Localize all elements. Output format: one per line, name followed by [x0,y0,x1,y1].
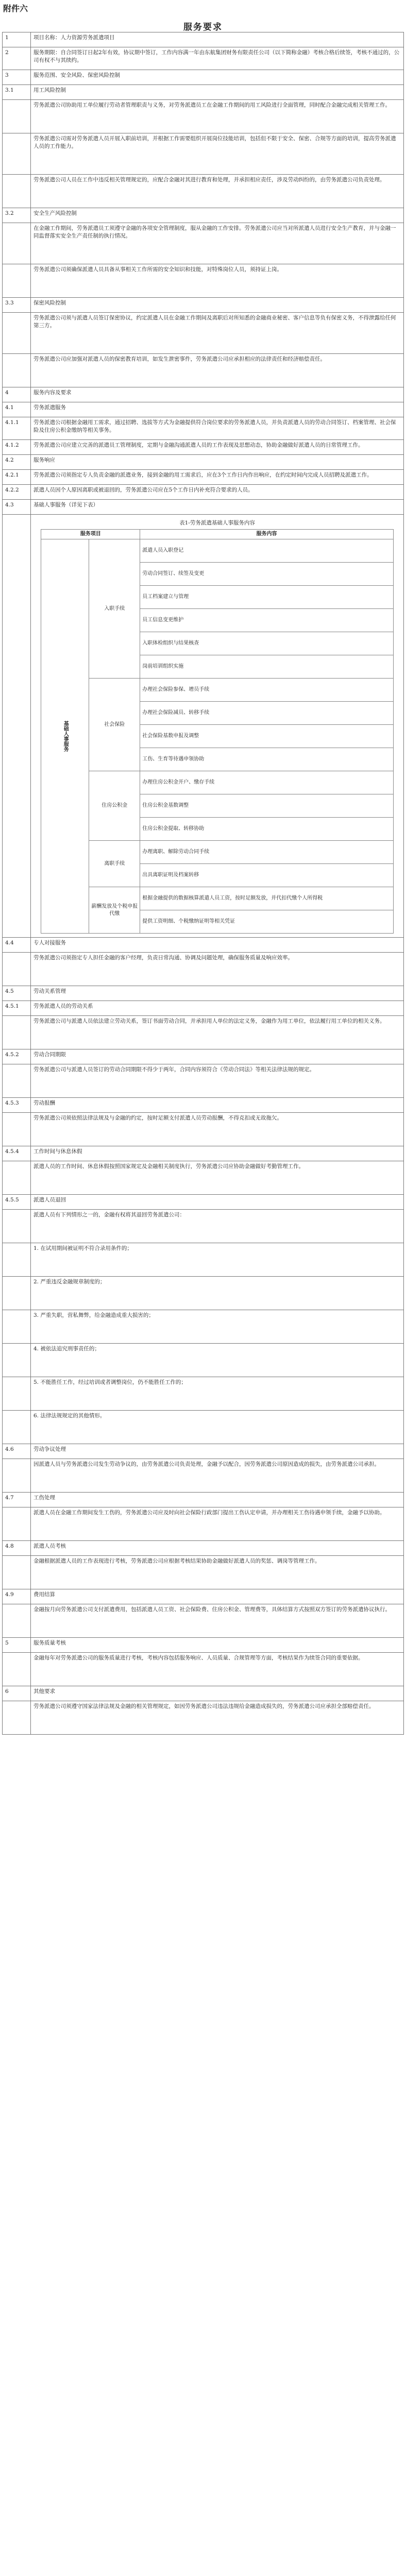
row-text: 派遣人员因个人原因离职或被退回的，劳务派遣公司应在5个工作日内补充符合要求的人员。 [31,485,404,500]
row-text: 专人对接服务 [31,938,404,953]
requirement-row [3,1541,404,1556]
service-item: 根据金融提供的数据核算派遣人员工资，按时足额发放，并代扣代缴个人所得税 [140,887,393,910]
row-text: 3. 严重失职，营私舞弊，给金融造成重大损害的； [31,1310,404,1344]
row-number [3,100,31,133]
row-text: 工伤处理 [31,1493,404,1507]
row-text: 派遣人员的工作时间、休息休假按照国家规定及金融相关制度执行，劳务派遣公司应协助金融做好考勤管理工作。 [31,1161,404,1195]
row-number [3,175,31,208]
row-number: 2 [3,47,31,70]
row-text: 2. 严重违反金融规章制度的； [31,1277,404,1310]
service-table-cell [31,515,404,938]
requirement-row [3,298,404,313]
requirement-row [3,1493,404,1507]
row-text: 服务期限：自合同签订日起2年有效，协议期中签订，工作内容满一年由东航集团财务有限责任公司（以下简称金融）考核合格后续签，考核不通过的，公司有权不与其续约。 [31,47,404,70]
service-table [41,529,393,934]
row-text: 项目名称：人力资源劳务派遣项目 [31,32,404,47]
row-text: 派遣人员在金融工作期间发生工伤的，劳务派遣公司应及时向社会保险行政部门提出工伤认定申请，并办理相关工伤待遇申领手续，金融予以协助。 [31,1507,404,1541]
row-text: 劳务派遣人员的劳动关系 [31,1001,404,1016]
row-text: 派遣人员退回 [31,1195,404,1210]
requirement-row [3,1701,404,1735]
row-number [3,133,31,175]
requirement-row [3,1556,404,1589]
requirement-row [3,1411,404,1444]
service-item-row [41,841,393,864]
requirement-row [3,485,404,500]
row-number: 4.3 [3,500,31,515]
service-item-row [41,679,393,702]
row-number: 4.1.1 [3,417,31,440]
row-text: 劳务派遣公司须依照法律法规及与金融的约定，按时足额支付派遣人员劳动报酬，不得克扣或无故拖欠。 [31,1113,404,1146]
requirement-row [3,85,404,100]
service-item: 岗前培训组织实施 [140,655,393,679]
requirement-row [3,953,404,986]
requirements-body [3,32,404,1735]
requirement-row [3,500,404,515]
service-item: 住房公积金基数调整 [140,794,393,818]
row-text: 劳动合同期限 [31,1049,404,1064]
row-number: 4.2.1 [3,470,31,485]
row-number: 4.5.1 [3,1001,31,1016]
requirement-row [3,455,404,470]
requirement-row [3,986,404,1001]
requirement-row [3,1161,404,1195]
service-subcategory: 离职手续 [89,841,140,887]
row-number: 4.2 [3,455,31,470]
row-text: 劳务派遣服务 [31,402,404,417]
service-item: 入职体检组织与结果核查 [140,632,393,655]
requirement-row [3,354,404,387]
row-number [3,1113,31,1146]
row-number [3,1556,31,1589]
row-number: 4.8 [3,1541,31,1556]
requirement-row [3,1210,404,1243]
service-item: 办理离职、解除劳动合同手续 [140,841,393,864]
row-number: 4.5.5 [3,1195,31,1210]
requirement-row [3,1344,404,1377]
row-number [3,313,31,354]
row-number [3,223,31,264]
row-text: 安全生产风险控制 [31,208,404,223]
row-number: 3.1 [3,85,31,100]
row-text: 劳务派遣公司与派遣人员签订的劳动合同期限不得少于两年，合同内容须符合《劳动合同法》等相关法律法规的规定。 [31,1064,404,1098]
row-text: 金融每年对劳务派遣公司的服务质量进行考核，考核内容包括服务响应、人员质量、合规管理等方面，考核结果作为续签合同的重要依据。 [31,1653,404,1686]
requirement-row [3,175,404,208]
row-number [3,1210,31,1243]
service-item: 办理社会保险减员、转移手续 [140,702,393,725]
row-text: 劳务派遣公司须与派遣人员签订保密协议，约定派遣人员在金融工作期间及离职后对所知悉的金融商业秘密、客户信息等负有保密义务，不得泄露给任何第三方。 [31,313,404,354]
service-table-row [3,515,404,938]
row-text: 在金融工作期间，劳务派遣员工须遵守金融的各项安全管理制度，服从金融的工作安排。劳务派遣公司应当对所派遣人员进行安全生产教育，并与金融一同监督落实安全生产责任制的执行情况。 [31,223,404,264]
service-subcategory: 住房公积金 [89,771,140,841]
row-text: 5. 不能胜任工作，经过培训或者调整岗位，仍不能胜任工作的； [31,1377,404,1411]
service-item: 员工档案建立与管理 [140,586,393,609]
row-text: 用工风险控制 [31,85,404,100]
row-text: 服务范围、安全风险、保密风险控制 [31,70,404,85]
requirement-row [3,1195,404,1210]
requirement-row [3,313,404,354]
service-item: 办理住房公积金开户、缴存手续 [140,771,393,794]
row-number: 4.5.4 [3,1146,31,1161]
row-number: 4.1.2 [3,440,31,455]
requirement-row [3,208,404,223]
row-text: 派遣人员考核 [31,1541,404,1556]
row-text: 劳务派遣公司协助用工单位履行劳动者管理职责与义务，对劳务派遣员工在金融工作期间的用工风险进行全面管理，同时配合金融完成相关管理工作。 [31,100,404,133]
service-item-row [41,771,393,794]
row-number: 4.4 [3,938,31,953]
requirement-row [3,1653,404,1686]
row-number [3,953,31,986]
row-number: 3 [3,70,31,85]
requirement-row [3,100,404,133]
row-text: 保密风险控制 [31,298,404,313]
row-number [3,1459,31,1493]
service-item: 派遣人员入职登记 [140,539,393,563]
row-text: 劳务派遣公司人员在工作中违反相关管理规定的，应配合金融对其进行教育和处理，并承担相应责任，涉及劳动纠纷的，由劳务派遣公司负责处理。 [31,175,404,208]
row-number [3,1344,31,1377]
row-number [3,1277,31,1310]
requirement-row [3,1444,404,1459]
row-text: 劳务派遣公司应加强对派遣人员的保密教育培训，如发生泄密事件，劳务派遣公司应承担相应的法律责任和经济赔偿责任。 [31,354,404,387]
row-text: 劳务派遣公司根据金融用工需求，通过招聘、选拔等方式为金融提供符合岗位要求的劳务派遣人员，并负责派遣人员的劳动合同签订、档案管理、社会保险及住房公积金缴纳等相关事务。 [31,417,404,440]
header-service-content: 服务内容 [140,530,393,539]
requirement-row [3,417,404,440]
row-text: 劳动报酬 [31,1098,404,1113]
document-title: 服务要求 [183,22,223,32]
requirement-row [3,1507,404,1541]
row-text: 4. 被依法追究刑事责任的； [31,1344,404,1377]
requirement-row [3,387,404,402]
row-number: 4.1 [3,402,31,417]
row-number: 5 [3,1638,31,1653]
row-text: 服务质量考核 [31,1638,404,1653]
row-number [3,1411,31,1444]
row-number [3,264,31,298]
requirement-row [3,470,404,485]
row-text: 工作时间与休息休假 [31,1146,404,1161]
requirement-row [3,440,404,455]
requirement-row [3,1604,404,1638]
requirement-row [3,133,404,175]
row-number [3,1701,31,1735]
requirement-row [3,1064,404,1098]
requirement-row [3,1277,404,1310]
row-text: 1. 在试用期间被证明不符合录用条件的； [31,1243,404,1277]
requirement-row [3,1686,404,1701]
requirement-row [3,1113,404,1146]
service-item: 劳动合同签订、续签及变更 [140,563,393,586]
row-text: 因派遣人员与劳务派遣公司发生劳动争议的，由劳务派遣公司负责处理，金融予以配合，因劳务派遣公司原因造成的损失，由劳务派遣公司承担。 [31,1459,404,1493]
service-subcategory: 入职手续 [89,539,140,679]
row-text: 金融按月向劳务派遣公司支付派遣费用，包括派遣人员工资、社会保险费、住房公积金、管理费等，具体结算方式按照双方签订的劳务派遣协议执行。 [31,1604,404,1638]
row-text: 劳动争议处理 [31,1444,404,1459]
row-number: 3.2 [3,208,31,223]
row-number [3,1507,31,1541]
service-item-row [41,887,393,910]
row-number [3,354,31,387]
requirement-row [3,1377,404,1411]
row-text: 劳动关系管理 [31,986,404,1001]
requirement-row [3,32,404,47]
row-text: 金融根据派遣人员的工作表现进行考核，劳务派遣公司应根据考核结果协助金融做好派遣人员的奖惩、调岗等管理工作。 [31,1556,404,1589]
row-text: 劳务派遣公司须指定专人负责金融的派遣业务，接到金融的用工需求后，应在3个工作日内作出响应，在约定时间内完成人员招聘及派遣工作。 [31,470,404,485]
row-text: 费用结算 [31,1589,404,1604]
row-number: 6 [3,1686,31,1701]
requirement-row [3,1146,404,1161]
requirement-row [3,1638,404,1653]
row-number: 1 [3,32,31,47]
row-number: 4.9 [3,1589,31,1604]
service-category: 基础人事服务 [41,539,89,934]
row-number [3,1064,31,1098]
row-number [3,1377,31,1411]
header-service-item: 服务项目 [41,530,140,539]
row-number [3,1161,31,1195]
row-number: 4.5 [3,986,31,1001]
row-number: 4.5.3 [3,1098,31,1113]
row-text: 劳务派遣公司须指定专人担任金融的客户经理，负责日常沟通、协调及问题处理，确保服务质量及响应效率。 [31,953,404,986]
row-text: 劳务派遣公司与派遣人员依法建立劳动关系，签订书面劳动合同，并承担用人单位的法定义务，金融作为用工单位，依法履行用工单位的相关义务。 [31,1016,404,1049]
service-item: 出具离职证明及档案转移 [140,864,393,887]
service-table-header [41,530,393,539]
row-number [3,1310,31,1344]
service-item: 社会保险基数申报及调整 [140,725,393,748]
service-item: 住房公积金提取、转移协助 [140,818,393,841]
requirement-row [3,70,404,85]
row-number: 4.6 [3,1444,31,1459]
row-number [3,1016,31,1049]
attachment-label: 附件六 [3,4,28,13]
row-text: 服务响应 [31,455,404,470]
requirement-row [3,47,404,70]
row-number [3,1604,31,1638]
requirements-table [2,32,404,1735]
service-item: 提供工资明细、个税缴纳证明等相关凭证 [140,910,393,934]
row-number [3,1653,31,1686]
row-number [3,515,31,938]
service-item: 办理社会保险参保、增员手续 [140,679,393,702]
service-item: 工伤、生育等待遇申领协助 [140,748,393,771]
service-subcategory: 社会保险 [89,679,140,771]
row-number [3,1243,31,1277]
row-number: 4.2.2 [3,485,31,500]
requirement-row [3,1049,404,1064]
service-table-caption: 表1-劳务派遣基础人事服务内容 [179,520,255,526]
row-text: 劳务派遣公司应建立完善的派遣员工管理制度，定期与金融沟通派遣人员的工作表现及思想动态，协助金融做好派遣人员的日常管理工作。 [31,440,404,455]
row-number: 4 [3,387,31,402]
row-number: 4.5.2 [3,1049,31,1064]
requirement-row [3,223,404,264]
requirement-row [3,1001,404,1016]
row-text: 6. 法律法规规定的其他情形。 [31,1411,404,1444]
requirement-row [3,1459,404,1493]
row-text: 其他要求 [31,1686,404,1701]
row-text: 基础人事服务（详见下表） [31,500,404,515]
service-item-row [41,539,393,563]
row-text: 派遣人员有下列情形之一的，金融有权将其退回劳务派遣公司： [31,1210,404,1243]
requirement-row [3,1310,404,1344]
service-subcategory: 薪酬发放及个税申报代缴 [89,887,140,934]
requirement-row [3,1589,404,1604]
requirement-row [3,938,404,953]
service-item: 员工信息变更维护 [140,609,393,632]
row-number: 3.3 [3,298,31,313]
row-text: 劳务派遣公司需对劳务派遣人员开展入职前培训，并根据工作需要组织开展岗位技能培训，包括但不限于安全、保密、合规等方面的培训，提高劳务派遣人员的工作能力。 [31,133,404,175]
row-text: 服务内容及要求 [31,387,404,402]
requirement-row [3,264,404,298]
row-number: 4.7 [3,1493,31,1507]
row-text: 劳务派遣公司须确保派遣人员具备从事相关工作所需的安全知识和技能，对特殊岗位人员，须持证上岗。 [31,264,404,298]
requirement-row [3,1098,404,1113]
requirement-row [3,1243,404,1277]
requirement-row [3,402,404,417]
row-text: 劳务派遣公司须遵守国家法律法规及金融的相关管理规定，如因劳务派遣公司违法违规给金融造成损失的，劳务派遣公司应承担全部赔偿责任。 [31,1701,404,1735]
requirement-row [3,1016,404,1049]
